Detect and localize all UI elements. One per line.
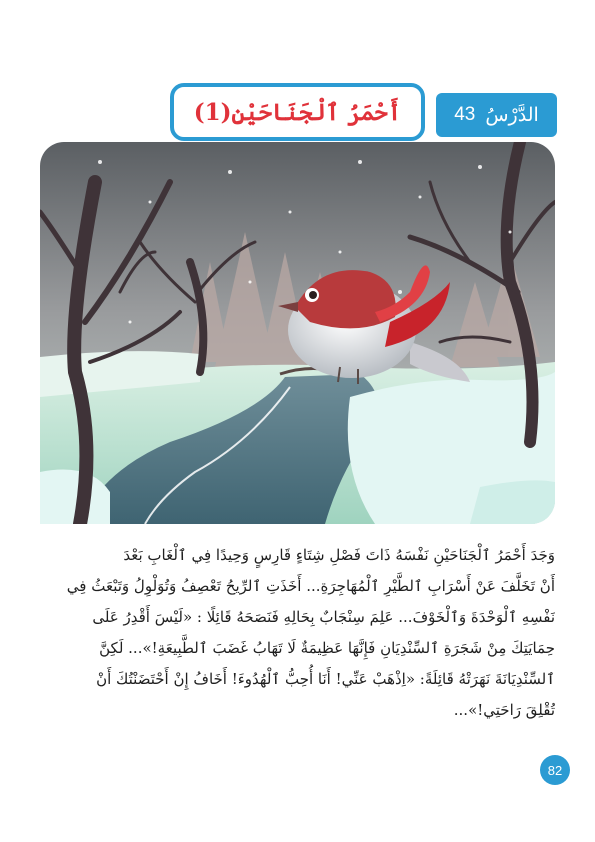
page-title: أَحْمَرُ ٱلْجَنَاحَيْنِ(1) (193, 98, 402, 126)
page-number: 82 (540, 755, 570, 785)
story-text (40, 540, 555, 726)
story-line: وَجَدَ أَحْمَرُ ٱلْجَنَاحَيْنِ نَفْسَهُ ذَاتَ فَصْلِ شِتَاءٍ قَارِسٍ وَحِيدًا فِي ٱلْغَابِ بَعْدَ (123, 546, 555, 564)
story-line: تُقْلِقَ رَاحَتِي!»... (453, 701, 555, 719)
story-line: أَنْ تَخَلَّفَ عَنْ أَسْرَابِ ٱلطَّيْرِ ٱلْمُهَاجِرَةِ... أَخَذَتِ ٱلرِّيحُ تَعْصِفُ وَتُوَلْوِلُ وَتَبْعَثُ فِي (66, 577, 555, 595)
winter-bird-illustration (40, 142, 555, 524)
lesson-label: الدَّرْسُ (485, 104, 539, 126)
lesson-number-tab (436, 93, 557, 137)
story-line: ٱلسِّنْدِيَانَةَ نَهَرَتْهُ قَائِلَةً: «اِذْهَبْ عَنِّي! أَنَا أُحِبُّ ٱلْهُدُوءَ! أَخَافُ إِنْ أَحْتَضَنْتُكَ أَنْ (96, 670, 555, 688)
story-line: حِمَايَتِكَ مِنْ شَجَرَةِ ٱلسِّنْدِيَانِ فَإِنَّهَا عَظِيمَةٌ لَا تَهَابُ غَضَبَ ٱلطَّبِيعَةِ!»... لَكِنَّ (99, 639, 555, 657)
story-line: نَفْسِهِ ٱلْوَحْدَةَ وَٱلْخَوْفَ... عَلِمَ سِنْجَابٌ بِحَالِهِ فَنَصَحَهُ قَائِلًا : «لَيْسَ أَقْدِرُ عَلَى (92, 608, 555, 626)
title-box (170, 83, 425, 141)
lesson-number: 43 (454, 104, 476, 125)
